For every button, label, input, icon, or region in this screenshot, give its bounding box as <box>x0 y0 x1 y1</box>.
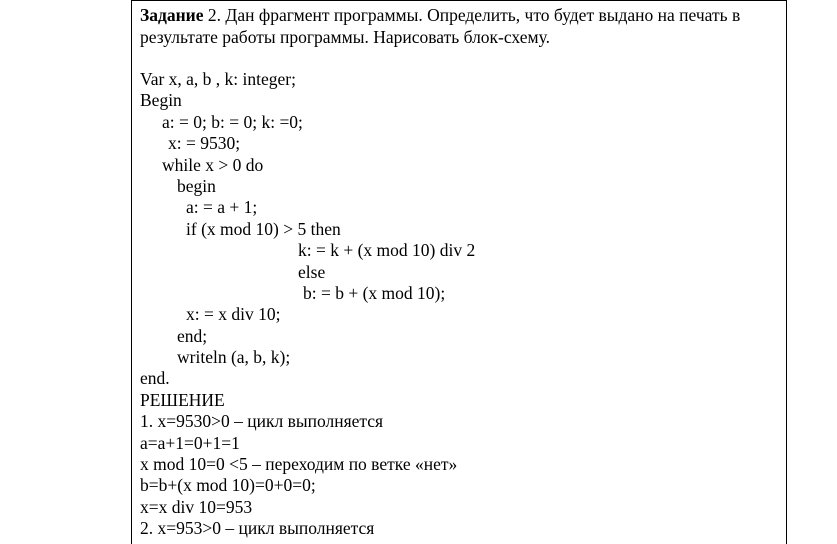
code-line: a: = a + 1; <box>186 197 258 218</box>
solution-line: 2. x=953>0 – цикл выполняется <box>140 518 375 539</box>
solution-line: РЕШЕНИЕ <box>140 389 225 410</box>
code-line: Var x, a, b , k: integer; <box>140 69 296 89</box>
code-line: k: = k + (x mod 10) div 2 <box>298 240 476 261</box>
code-line: begin <box>177 175 216 196</box>
code-line: x: = x div 10; <box>186 304 281 325</box>
task-label: Задание <box>140 5 204 25</box>
code-line: else <box>298 261 326 282</box>
solution-line: x=x div 10=953 <box>140 496 253 517</box>
code-line: b: = b + (x mod 10); <box>303 282 446 303</box>
code-line: Begin <box>140 90 182 111</box>
task-text: Дан фрагмент программы. Определить, что будет выдано на печать в результате работы программы. Нарисовать блок-схему. <box>140 5 741 47</box>
solution-line: b=b+(x mod 10)=0+0=0; <box>140 475 316 496</box>
code-line: writeln (a, b, k); <box>177 347 291 368</box>
page-top-border <box>131 0 786 1</box>
page-right-border <box>786 0 787 544</box>
task-statement <box>140 5 780 48</box>
document-body <box>140 69 475 540</box>
page-left-border <box>131 0 132 544</box>
solution-line: 1. x=9530>0 – цикл выполняется <box>140 411 384 432</box>
solution-line: a=a+1=0+1=1 <box>140 432 240 453</box>
code-line: while x > 0 do <box>162 154 264 175</box>
code-line: end. <box>140 368 170 389</box>
code-line: a: = 0; b: = 0; k: =0; <box>162 111 303 132</box>
task-number: 2. <box>203 5 226 25</box>
code-line: end; <box>177 325 208 346</box>
code-line: x: = 9530; <box>168 133 241 154</box>
solution-line: x mod 10=0 <5 – переходим по ветке «нет» <box>140 454 458 475</box>
code-line: if (x mod 10) > 5 then <box>186 218 341 239</box>
